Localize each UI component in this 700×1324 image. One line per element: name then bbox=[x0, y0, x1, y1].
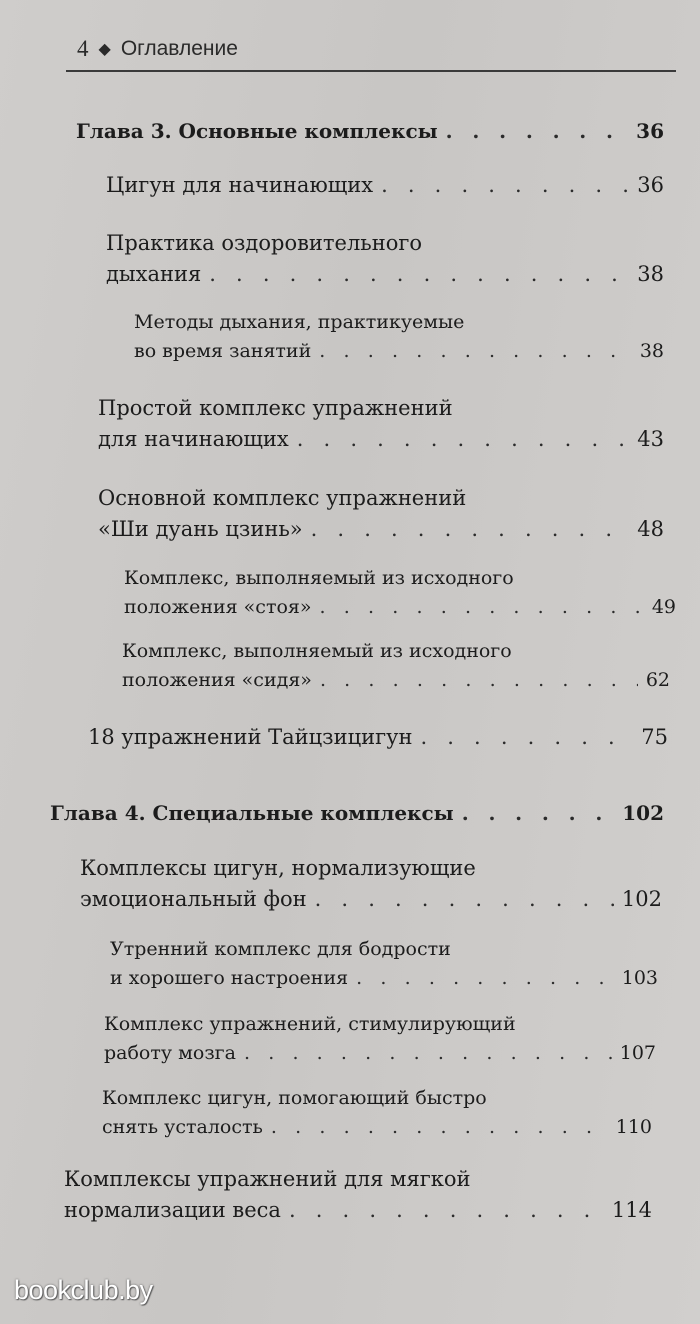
toc-chapter-3[interactable] bbox=[76, 116, 664, 147]
leader-dots bbox=[381, 170, 629, 201]
toc-entry-title-cont: дыхания bbox=[106, 262, 202, 286]
toc-entry-title-cont: положения «стоя» bbox=[124, 596, 312, 618]
leader-dots bbox=[244, 1039, 612, 1068]
header-rule bbox=[66, 70, 676, 72]
toc-entry[interactable] bbox=[98, 393, 664, 455]
toc-entry-title: Комплексы упражнений для мягкой bbox=[64, 1167, 471, 1191]
toc-entry-title: Утренний комплекс для бодрости bbox=[110, 938, 451, 960]
toc-page-number: 102 bbox=[621, 887, 662, 911]
leader-dots bbox=[319, 337, 632, 366]
toc-page-number: 38 bbox=[639, 340, 664, 362]
leader-dots bbox=[420, 722, 633, 753]
toc-chapter-4[interactable] bbox=[50, 798, 664, 829]
leader-dots bbox=[271, 1113, 608, 1142]
toc-page-number: 38 bbox=[637, 262, 664, 286]
toc-entry-title-cont: для начинающих bbox=[98, 427, 289, 451]
leader-dots bbox=[289, 1195, 604, 1226]
toc-entry-title: Глава 4. Специальные комплексы bbox=[50, 801, 454, 825]
leader-dots bbox=[320, 593, 644, 622]
toc-subentry[interactable] bbox=[110, 935, 658, 993]
toc-page-number: 48 bbox=[637, 517, 664, 541]
toc-entry-title-cont: положения «сидя» bbox=[122, 669, 312, 691]
leader-dots bbox=[297, 424, 630, 455]
toc-entry-title: Основной комплекс упражнений bbox=[98, 486, 467, 510]
toc-page-number: 110 bbox=[615, 1116, 652, 1138]
toc-page-number: 114 bbox=[611, 1198, 652, 1222]
toc-entry-title: Комплекс упражнений, стимулирующий bbox=[104, 1013, 516, 1035]
leader-dots bbox=[209, 259, 629, 290]
toc-entry-title: 18 упражнений Тайцзицигун bbox=[88, 725, 413, 749]
toc-entry[interactable] bbox=[106, 170, 664, 201]
toc-entry-title: Глава 3. Основные комплексы bbox=[76, 119, 438, 143]
toc-entry-title-cont: эмоциональный фон bbox=[80, 887, 307, 911]
toc-entry-title: Комплексы цигун, нормализующие bbox=[80, 856, 476, 880]
toc-subentry[interactable] bbox=[134, 308, 664, 366]
toc-page-number: 49 bbox=[651, 596, 676, 618]
toc-entry-title: Простой комплекс упражнений bbox=[98, 396, 453, 420]
toc-entry-title-cont: нормализации веса bbox=[64, 1198, 281, 1222]
toc-subentry[interactable] bbox=[102, 1084, 652, 1142]
toc-subentry[interactable] bbox=[124, 564, 676, 622]
running-header bbox=[77, 34, 238, 64]
toc-entry-title: Комплекс цигун, помогающий быстро bbox=[102, 1087, 487, 1109]
leader-dots bbox=[462, 798, 615, 829]
toc-subentry[interactable] bbox=[122, 637, 670, 695]
toc-entry[interactable] bbox=[106, 228, 664, 290]
leader-dots bbox=[311, 514, 630, 545]
toc-page-number: 36 bbox=[637, 173, 664, 197]
header-title: Оглавление bbox=[120, 37, 238, 60]
leader-dots bbox=[315, 884, 614, 915]
watermark: bookclub.by bbox=[14, 1275, 153, 1305]
toc-page-number: 62 bbox=[645, 669, 670, 691]
toc-entry-title-cont: «Ши дуань цзинь» bbox=[98, 517, 303, 541]
toc-page-number: 36 bbox=[636, 119, 664, 143]
toc-entry-title-cont: и хорошего настроения bbox=[110, 967, 349, 989]
toc-page-number: 102 bbox=[622, 801, 664, 825]
toc-subentry[interactable] bbox=[104, 1010, 656, 1068]
toc-entry-title: Комплекс, выполняемый из исходного bbox=[124, 567, 514, 589]
toc-entry-title: Методы дыхания, практикуемые bbox=[134, 311, 465, 333]
leader-dots bbox=[356, 964, 614, 993]
leader-dots bbox=[446, 116, 628, 147]
toc-page-number: 103 bbox=[621, 967, 658, 989]
page-number: 4 bbox=[77, 36, 89, 61]
toc-entry[interactable] bbox=[98, 483, 664, 545]
toc-page-number: 75 bbox=[641, 725, 668, 749]
toc-entry[interactable] bbox=[80, 853, 662, 915]
toc-entry[interactable] bbox=[88, 722, 668, 753]
toc-page-number: 43 bbox=[637, 427, 664, 451]
toc-entry-title-cont: во время занятий bbox=[134, 340, 312, 362]
toc-entry-title: Практика оздоровительного bbox=[106, 231, 423, 255]
leader-dots bbox=[320, 666, 638, 695]
toc-entry-title-cont: снять усталость bbox=[102, 1116, 263, 1138]
toc-page-number: 107 bbox=[619, 1042, 656, 1064]
toc-entry-title-cont: работу мозга bbox=[104, 1042, 236, 1064]
diamond-separator-icon: ◆ bbox=[98, 41, 111, 58]
toc-entry-title: Цигун для начинающих bbox=[106, 173, 374, 197]
toc-entry-title: Комплекс, выполняемый из исходного bbox=[122, 640, 512, 662]
toc-entry[interactable] bbox=[64, 1164, 652, 1226]
